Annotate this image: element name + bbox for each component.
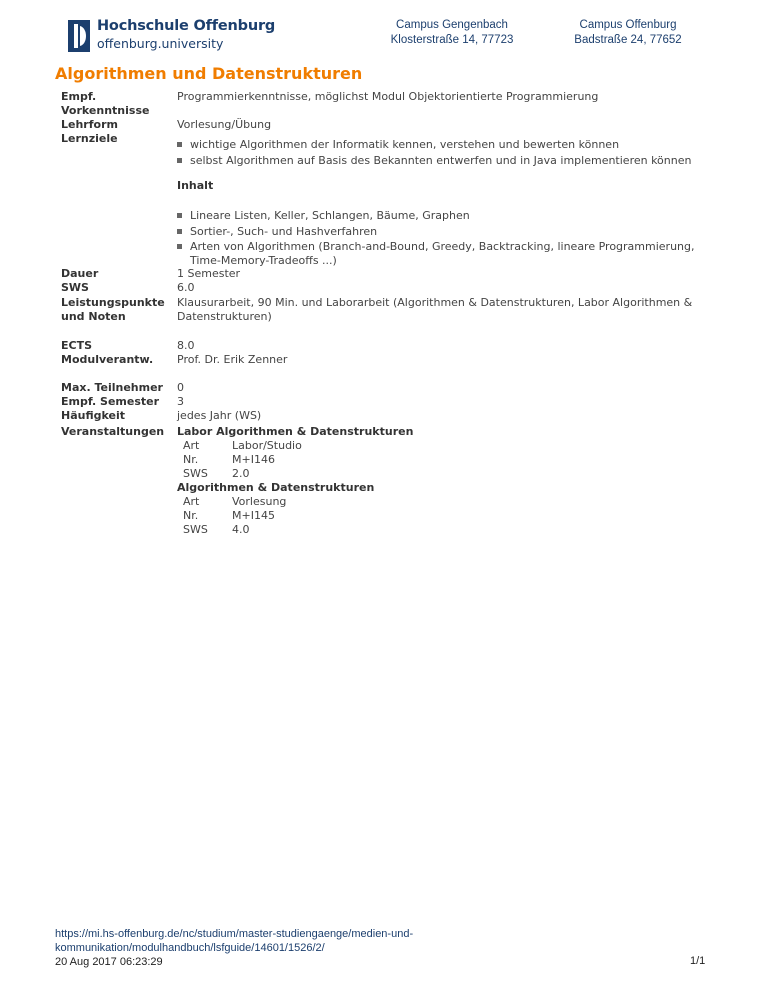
ects-value: 8.0	[177, 339, 195, 352]
prereq-value: Programmierkenntnisse, möglichst Modul Objektorientierte Programmierung	[177, 90, 599, 103]
inhalt-heading: Inhalt	[177, 179, 214, 192]
veranstaltung-vorlesung	[177, 481, 707, 537]
campus-address: Badstraße 24, 77652	[574, 34, 682, 46]
nr-value: M+I145	[232, 509, 275, 522]
sws-label: SWS	[183, 467, 208, 480]
university-logo-icon	[66, 18, 92, 54]
source-url-line2: kommunikation/modulhandbuch/lsfguide/14601/1526/2/	[55, 942, 325, 954]
ects-label: ECTS	[61, 339, 93, 352]
lernziele-list	[177, 138, 707, 168]
lehrform-label: Lehrform	[61, 118, 118, 131]
veranstaltung-title: Labor Algorithmen & Datenstrukturen	[177, 425, 414, 438]
nr-value: M+I146	[232, 453, 275, 466]
art-label: Art	[183, 495, 200, 508]
dauer-label: Dauer	[61, 267, 99, 280]
lehrform-value: Vorlesung/Übung	[177, 118, 272, 131]
sws-label: SWS	[61, 281, 89, 294]
print-date: 20 Aug 2017 06:23:29	[55, 956, 163, 968]
nr-label: Nr.	[183, 453, 199, 466]
logo-url: offenburg.university	[97, 36, 224, 51]
list-item: selbst Algorithmen auf Basis des Bekannten entwerfen und in Java implementieren können	[177, 154, 707, 168]
veranstaltungen-list	[177, 425, 707, 537]
page-number: 1/1	[690, 955, 706, 967]
sws-value: 4.0	[232, 523, 250, 536]
list-item: Lineare Listen, Keller, Schlangen, Bäume, Graphen	[177, 209, 707, 223]
campus-address: Klosterstraße 14, 77723	[390, 34, 514, 46]
campus-name: Campus Offenburg	[579, 19, 677, 31]
inhalt-block	[177, 179, 707, 270]
max-label: Max. Teilnehmer	[61, 381, 163, 394]
verantw-label: Modulverantw.	[61, 353, 154, 366]
module-title: Algorithmen und Datenstrukturen	[55, 64, 363, 83]
lernziele-list-wrap	[177, 138, 707, 169]
veranstaltung-sws	[177, 467, 707, 481]
sws-value: 2.0	[232, 467, 250, 480]
logo-name: Hochschule Offenburg	[97, 18, 276, 34]
leistung-value: Klausurarbeit, 90 Min. und Laborarbeit (Algorithmen & Datenstrukturen, Labor Algorithmen & Datenstrukturen)	[177, 296, 693, 323]
semester-value: 3	[177, 395, 184, 408]
list-item: wichtige Algorithmen der Informatik kennen, verstehen und bewerten können	[177, 138, 707, 152]
veranstaltung-sws	[177, 523, 707, 537]
campus-offenburg	[558, 18, 698, 48]
leistung-label: Leistungspunkte und Noten	[61, 296, 165, 323]
veranstaltung-nr	[177, 453, 707, 467]
veranstaltung-art	[177, 495, 707, 509]
inhalt-list	[177, 209, 707, 268]
source-url-line1: https://mi.hs-offenburg.de/nc/studium/master-studiengaenge/medien-und-	[55, 928, 414, 940]
semester-label: Empf. Semester	[61, 395, 160, 408]
lernziele-label: Lernziele	[61, 132, 118, 145]
max-value: 0	[177, 381, 184, 394]
list-item: Sortier-, Such- und Hashverfahren	[177, 225, 707, 239]
verantw-value: Prof. Dr. Erik Zenner	[177, 353, 288, 366]
veranstaltung-title: Algorithmen & Datenstrukturen	[177, 481, 375, 494]
university-logo	[66, 18, 276, 54]
art-label: Art	[183, 439, 200, 452]
haeufigkeit-label: Häufigkeit	[61, 409, 125, 422]
art-value: Vorlesung	[232, 495, 287, 508]
veranstaltung-labor	[177, 425, 707, 481]
campus-name: Campus Gengenbach	[396, 19, 508, 31]
prereq-label: Empf. Vorkenntnisse	[61, 90, 150, 117]
art-value: Labor/Studio	[232, 439, 302, 452]
sws-value: 6.0	[177, 281, 195, 294]
page-footer	[55, 927, 413, 969]
veranstaltung-art	[177, 439, 707, 453]
sws-label: SWS	[183, 523, 208, 536]
haeufigkeit-value: jedes Jahr (WS)	[177, 409, 262, 422]
nr-label: Nr.	[183, 509, 199, 522]
campus-gengenbach	[382, 18, 522, 48]
veranstaltungen-label: Veranstaltungen	[61, 425, 165, 438]
dauer-value: 1 Semester	[177, 267, 241, 280]
list-item: Arten von Algorithmen (Branch-and-Bound, Greedy, Backtracking, lineare Programmierung, Time-Memory-Tradeoffs ...)	[177, 240, 707, 268]
veranstaltung-nr	[177, 509, 707, 523]
